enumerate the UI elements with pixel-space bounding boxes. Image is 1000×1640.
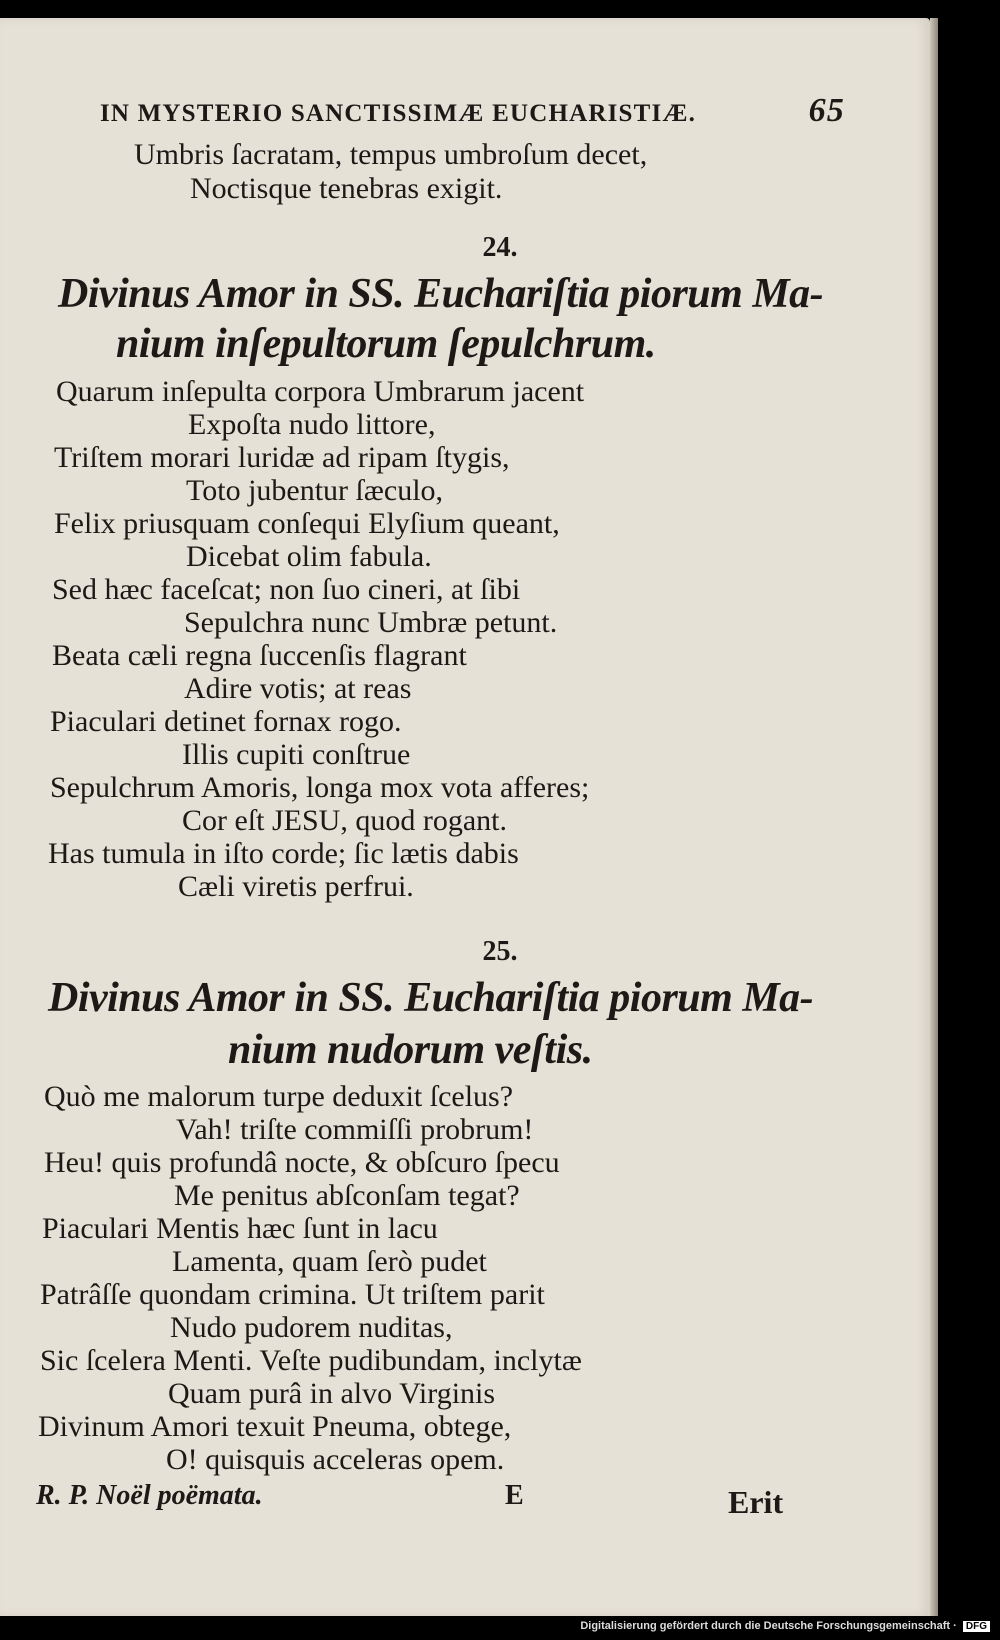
verse-line: Illis cupiti conſtrue: [182, 738, 411, 771]
verse-line: Felix priusquam conſequi Elyſium queant,: [54, 507, 560, 540]
verse-line: Sed hæc faceſcat; non ſuo cineri, at ſibi: [52, 573, 521, 606]
verse-line: Divinum Amori texuit Pneuma, obtege,: [38, 1410, 512, 1443]
verse-line: Cor eſt JESU, quod rogant.: [182, 804, 507, 837]
verse-line: O! quisquis acceleras opem.: [166, 1443, 505, 1476]
verse-line: Quarum inſepulta corpora Umbrarum jacent: [56, 375, 585, 408]
verse-line: Has tumula in iſto corde; ſic lætis dabis: [48, 837, 519, 870]
verse-line: Sepulchra nunc Umbræ petunt.: [184, 606, 558, 639]
verse-line: Patrâſſe quondam crimina. Ut triſtem parit: [40, 1278, 545, 1311]
catchword: Erit: [728, 1484, 784, 1520]
footer-signature: R. P. Noël poëmata.: [36, 1480, 263, 1511]
verse-line: Piaculari detinet fornax rogo.: [50, 705, 402, 738]
running-title: IN MYSTERIO SANCTISSIMÆ EUCHARISTIÆ.: [100, 100, 697, 127]
section-title: Divinus Amor in SS. Euchariſtia piorum Ma-: [48, 975, 814, 1021]
verse-line: Dicebat olim fabula.: [186, 540, 432, 573]
credit-text: Digitalisierung gefördert durch die Deutsche Forschungsgemeinschaft ·: [580, 1620, 957, 1632]
verse-line: Quò me malorum turpe deduxit ſcelus?: [44, 1080, 514, 1113]
verse-line: Adire votis; at reas: [184, 672, 412, 705]
verse-line: Sepulchrum Amoris, longa mox vota afferes;: [50, 771, 590, 804]
running-header: [100, 92, 845, 132]
section-number: 25.: [482, 936, 518, 967]
verse-line: Beata cæli regna ſuccenſis flagrant: [52, 639, 467, 672]
verse-line: Sic ſcelera Menti. Veſte pudibundam, inclytæ: [40, 1344, 582, 1377]
verse-line: Heu! quis profundâ nocte, & obſcuro ſpecu: [44, 1146, 560, 1179]
verse-line: Vah! triſte commiſſi probrum!: [176, 1113, 534, 1146]
verse-line: Noctisque tenebras exigit.: [190, 172, 503, 205]
verse-line: Nudo pudorem nuditas,: [170, 1311, 453, 1344]
sheet-signature: E: [505, 1480, 524, 1511]
verse-line: Umbris ſacratam, tempus umbroſum decet,: [134, 138, 648, 171]
section-number: 24.: [482, 232, 518, 263]
digitization-credit: [580, 1620, 990, 1632]
verse-line: Cæli viretis perfrui.: [178, 870, 414, 903]
verse-line: Me penitus abſconſam tegat?: [174, 1179, 520, 1212]
section-title: nium nudorum veſtis.: [228, 1027, 593, 1073]
section-title: Divinus Amor in SS. Euchariſtia piorum Ma-: [58, 271, 824, 317]
page-number: 65: [808, 92, 845, 129]
verse-line: Expoſta nudo littore,: [188, 408, 436, 441]
dfg-logo: DFG: [963, 1621, 990, 1632]
verse-line: Toto jubentur ſæculo,: [186, 474, 444, 507]
verse-line: Lamenta, quam ſerò pudet: [172, 1245, 487, 1278]
verse-line: Triſtem morari luridæ ad ripam ſtygis,: [54, 441, 510, 474]
verse-line: Piaculari Mentis hæc ſunt in lacu: [42, 1212, 438, 1245]
verse-line: Quam purâ in alvo Virginis: [168, 1377, 496, 1410]
section-title: nium inſepultorum ſepulchrum.: [116, 321, 656, 367]
